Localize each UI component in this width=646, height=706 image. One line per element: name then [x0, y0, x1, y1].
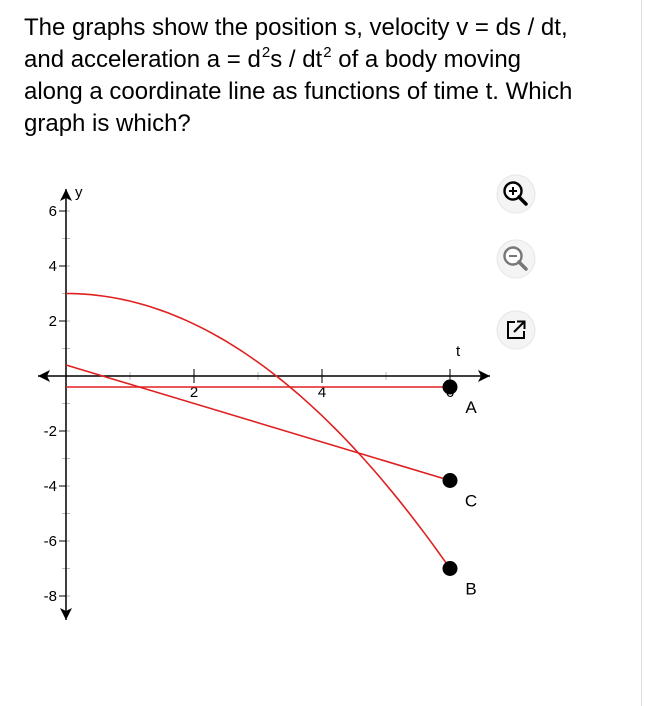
- y-tick-label: -6: [43, 533, 57, 550]
- y-axis-label: y: [75, 184, 83, 201]
- question-line-2-part-c: of a body moving: [331, 46, 522, 73]
- y-tick-label: -2: [43, 423, 57, 440]
- series-curve-B: [66, 294, 450, 569]
- zoom-in-icon: [496, 174, 536, 214]
- series-endpoint-A: [443, 380, 458, 395]
- question-line-2-part-b: s / dt: [270, 46, 323, 73]
- superscript-2b: 2: [323, 44, 332, 61]
- popout-button[interactable]: [496, 310, 536, 350]
- y-tick-label: 4: [48, 258, 57, 275]
- zoom-in-button[interactable]: [496, 174, 536, 214]
- x-axis-label: t: [456, 343, 461, 360]
- popout-icon: [496, 310, 536, 350]
- y-tick-label: -4: [43, 478, 57, 495]
- series-endpoint-B: [443, 561, 458, 576]
- series-curve-C: [66, 365, 450, 481]
- x-tick-label: 4: [317, 384, 327, 401]
- y-tick-label: 2: [48, 313, 57, 330]
- question-line-1: The graphs show the position s, velocity v = ds / dt,: [24, 14, 568, 41]
- series-endpoint-C: [443, 473, 458, 488]
- zoom-out-button[interactable]: [496, 239, 536, 279]
- question-line-2-part-a: and acceleration a = d: [24, 46, 261, 73]
- series-label-A: A: [465, 398, 477, 417]
- question-line-3: along a coordinate line as functions of time t. Which: [24, 78, 573, 105]
- series-label-B: B: [465, 579, 477, 599]
- x-tick-label: 2: [189, 384, 199, 401]
- y-tick-label: 6: [48, 203, 57, 220]
- zoom-out-icon: [496, 239, 536, 279]
- series-label-C: C: [464, 491, 478, 511]
- y-tick-label: -8: [43, 588, 57, 605]
- superscript-2a: 2: [261, 44, 271, 61]
- question-line-4: graph is which?: [24, 110, 191, 137]
